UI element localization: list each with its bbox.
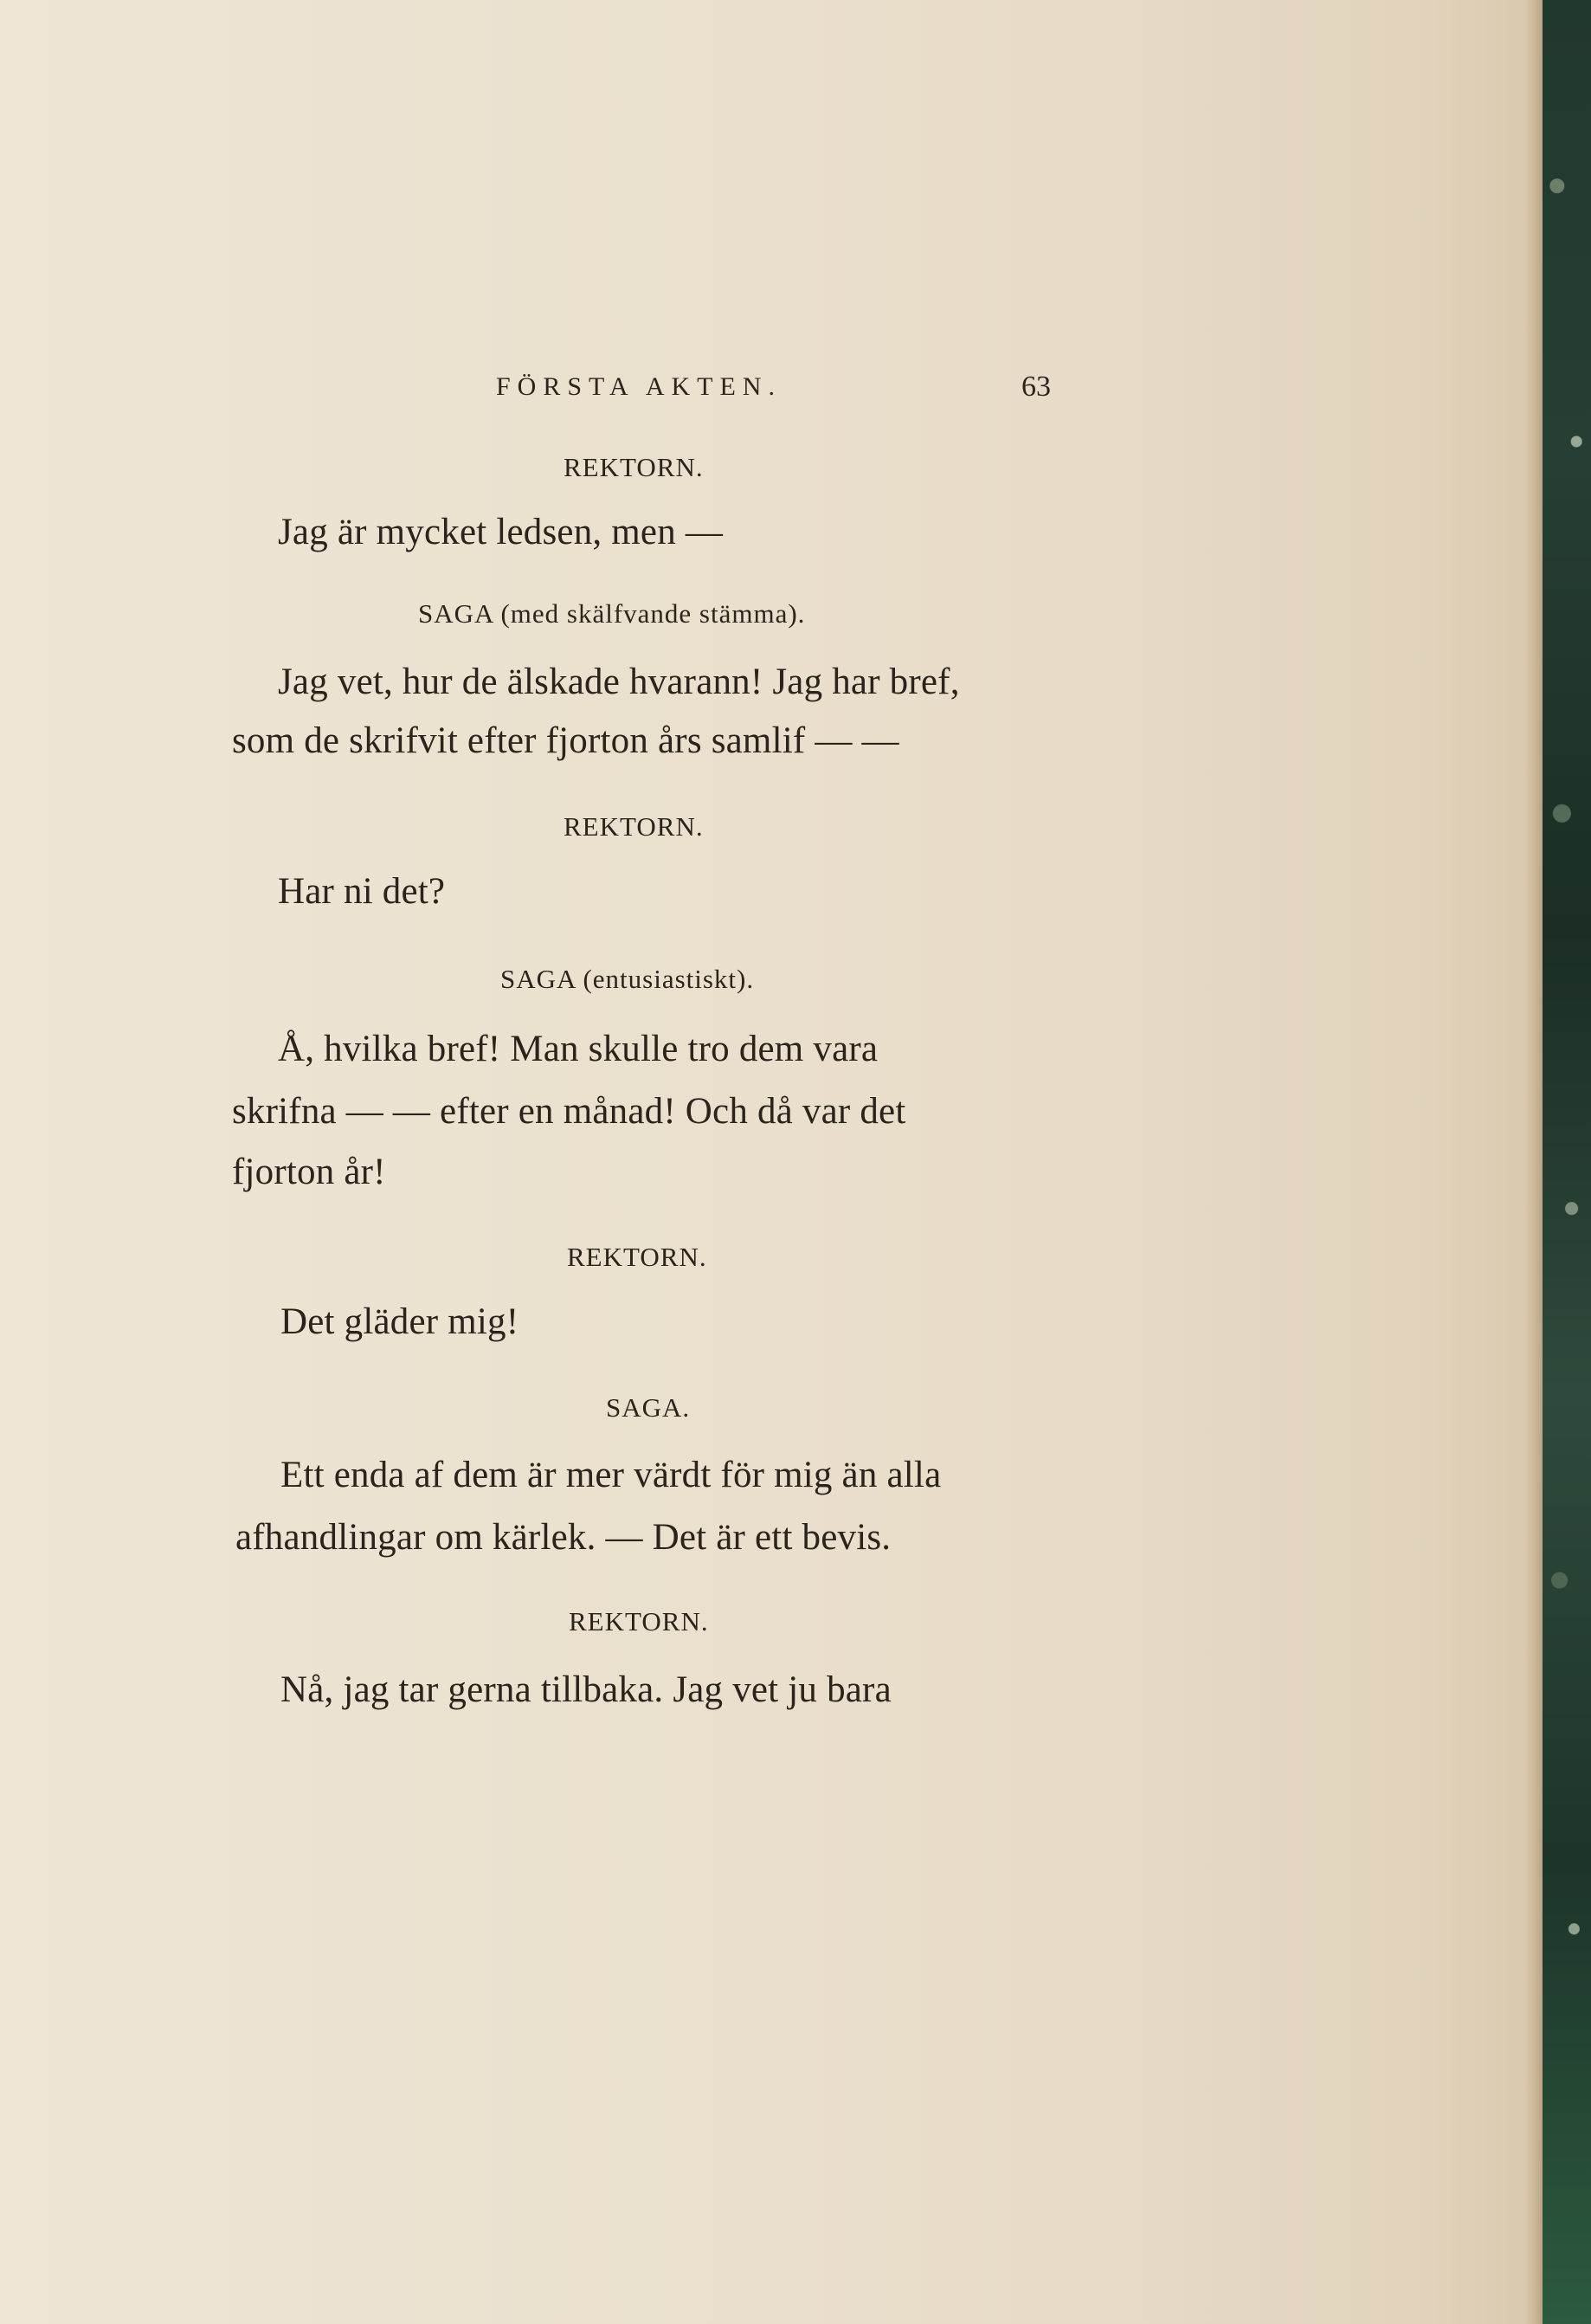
page-edge	[1523, 0, 1543, 2324]
page-number: 63	[1021, 371, 1051, 403]
dialogue-line: som de skrifvit efter fjorton års samlif — —	[232, 720, 899, 761]
speaker-heading: REKTORN.	[564, 811, 704, 842]
dialogue-line: Å, hvilka bref! Man skulle tro dem vara	[278, 1029, 879, 1069]
dialogue-line: fjorton år!	[232, 1152, 386, 1192]
marbled-binding	[1543, 0, 1591, 2324]
speaker-heading: REKTORN.	[567, 1242, 707, 1272]
dialogue-line: skrifna — — efter en månad! Och då var det	[232, 1091, 906, 1132]
running-title: FÖRSTA AKTEN.	[496, 372, 782, 401]
dialogue-line: Har ni det?	[278, 871, 446, 912]
dialogue-line: Jag vet, hur de älskade hvarann! Jag har bref,	[278, 662, 960, 702]
speaker-heading: REKTORN.	[564, 452, 704, 482]
dialogue-line: Det gläder mig!	[280, 1301, 519, 1342]
dialogue-line: Jag är mycket ledsen, men —	[278, 512, 724, 552]
dialogue-line: Nå, jag tar gerna tillbaka. Jag vet ju bara	[280, 1669, 892, 1710]
dialogue-line: afhandlingar om kärlek. — Det är ett bevis.	[235, 1517, 892, 1558]
dialogue-line: Ett enda af dem är mer värdt för mig än alla	[280, 1455, 942, 1495]
speaker-heading: SAGA (med skälfvande stämma).	[418, 598, 806, 629]
speaker-heading: SAGA (entusiastiskt).	[500, 964, 755, 994]
speaker-heading: REKTORN.	[569, 1606, 709, 1636]
speaker-heading: SAGA.	[606, 1392, 691, 1423]
